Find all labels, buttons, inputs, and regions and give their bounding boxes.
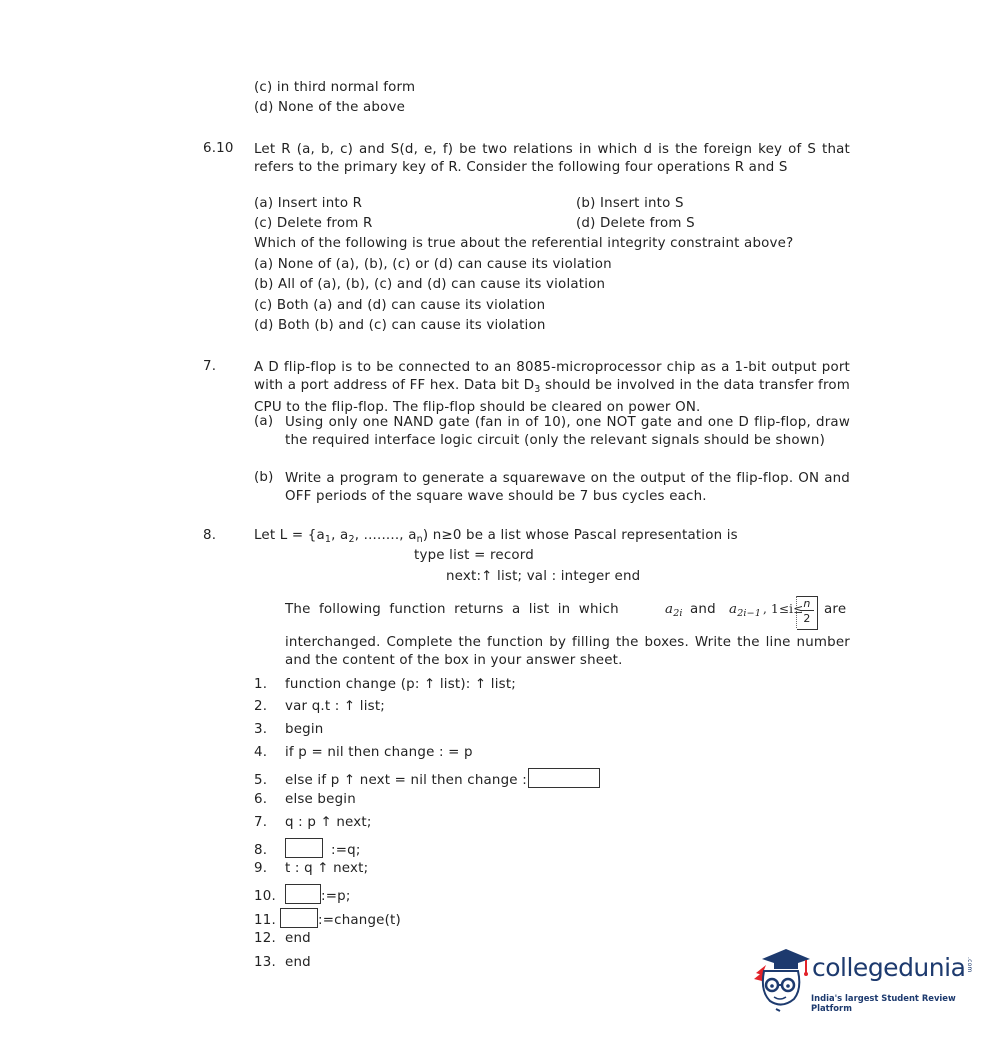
code-line: 11. :=change(t) — [254, 908, 401, 928]
fraction-numerator: n — [800, 597, 814, 611]
operation-c: (c) Delete from R — [254, 216, 373, 231]
code-line: 9. t : q ↑ next; — [254, 861, 369, 876]
ceiling-bracket-left — [796, 596, 797, 628]
code-line: 12. end — [254, 931, 311, 946]
code-line: 2. var q.t : ↑ list; — [254, 699, 385, 714]
operation-b: (b) Insert into S — [576, 196, 684, 211]
question-number-6-10: 6.10 — [203, 141, 234, 156]
answer-box-line-5[interactable] — [528, 768, 600, 788]
question-8-intro: The following function returns a list in which $a_{2i}$ and $a_{2i-1}$ , 1≤i≤ n 2 are — [285, 594, 850, 630]
pascal-record-line: next:↑ list; val : integer end — [446, 569, 641, 584]
mascot-icon — [752, 945, 812, 1015]
question-number-8: 8. — [203, 528, 217, 543]
answer-option-d: (d) Both (b) and (c) can cause its violation — [254, 318, 546, 333]
answer-option-a: (a) None of (a), (b), (c) or (d) can cause its violation — [254, 257, 612, 272]
collegedunia-logo — [752, 945, 980, 1015]
question-7-part-a-label: (a) — [254, 414, 274, 429]
code-line: 13. end — [254, 955, 311, 970]
code-line: 4. if p = nil then change : = p — [254, 745, 473, 760]
answer-box-line-11[interactable] — [280, 908, 318, 928]
question-7-part-b-label: (b) — [254, 470, 274, 485]
question-7-part-a-text: Using only one NAND gate (fan in of 10), one NOT gate and one D flip-flop, draw the required interface logic circuit (only the relevant signals should be shown) — [285, 415, 850, 448]
code-line: 8. :=q; — [254, 838, 361, 858]
question-number-7: 7. — [203, 359, 217, 374]
question-6-10-prompt: Which of the following is true about the referential integrity constraint above? — [254, 236, 794, 251]
code-line: 6. else begin — [254, 792, 356, 807]
question-7-part-b-text: Write a program to generate a squarewave on the output of the flip-flop. ON and OFF periods of the square wave should be 7 bus cycles each. — [285, 471, 850, 504]
answer-box-line-8[interactable] — [285, 838, 323, 858]
answer-box-line-10[interactable] — [285, 884, 321, 904]
question-6-10-stem: Let R (a, b, c) and S(d, e, f) be two relations in which d is the foreign key of S that refers to the primary key of R. Consider the following four operations R and S — [254, 142, 850, 175]
question-8-intro-continued: interchanged. Complete the function by filling the boxes. Write the line number and the content of the box in your answer sheet. — [285, 635, 850, 668]
operation-d: (d) Delete from S — [576, 216, 695, 231]
logo-com: .com — [966, 957, 973, 973]
pascal-type-line: type list = record — [414, 548, 534, 563]
code-line: 7. q : p ↑ next; — [254, 815, 372, 830]
answer-option-b: (b) All of (a), (b), (c) and (d) can cause its violation — [254, 277, 606, 292]
question-8-stem: Let $L = \{a_1$, $a_2$, ........, $a_n$) n≥0 be a list whose Pascal representation is — [254, 528, 738, 545]
code-line: 1. function change (p: ↑ list): ↑ list; — [254, 677, 516, 692]
prev-option-d: (d) None of the above — [254, 100, 406, 115]
question-7-stem: A D flip-flop is to be connected to an 8085-microprocessor chip as a 1-bit output port with a port address of FF hex. Data bit $D_3$ should be involved in the data transfer from CPU to the flip-flop. The flip-flop should be cleared on power ON. — [254, 360, 851, 415]
code-line: 3. begin — [254, 722, 324, 737]
logo-wordmark: collegedunia — [812, 953, 966, 982]
code-line: 5. else if p ↑ next = nil then change : — [254, 768, 600, 788]
fraction-denominator: 2 — [803, 612, 811, 625]
operation-a: (a) Insert into R — [254, 196, 363, 211]
code-line: 10. :=p; — [254, 884, 351, 904]
answer-option-c: (c) Both (a) and (d) can cause its violation — [254, 298, 546, 313]
logo-tagline: India's largest Student Review Platform — [811, 993, 956, 1013]
prev-option-c: (c) in third normal form — [254, 80, 416, 95]
